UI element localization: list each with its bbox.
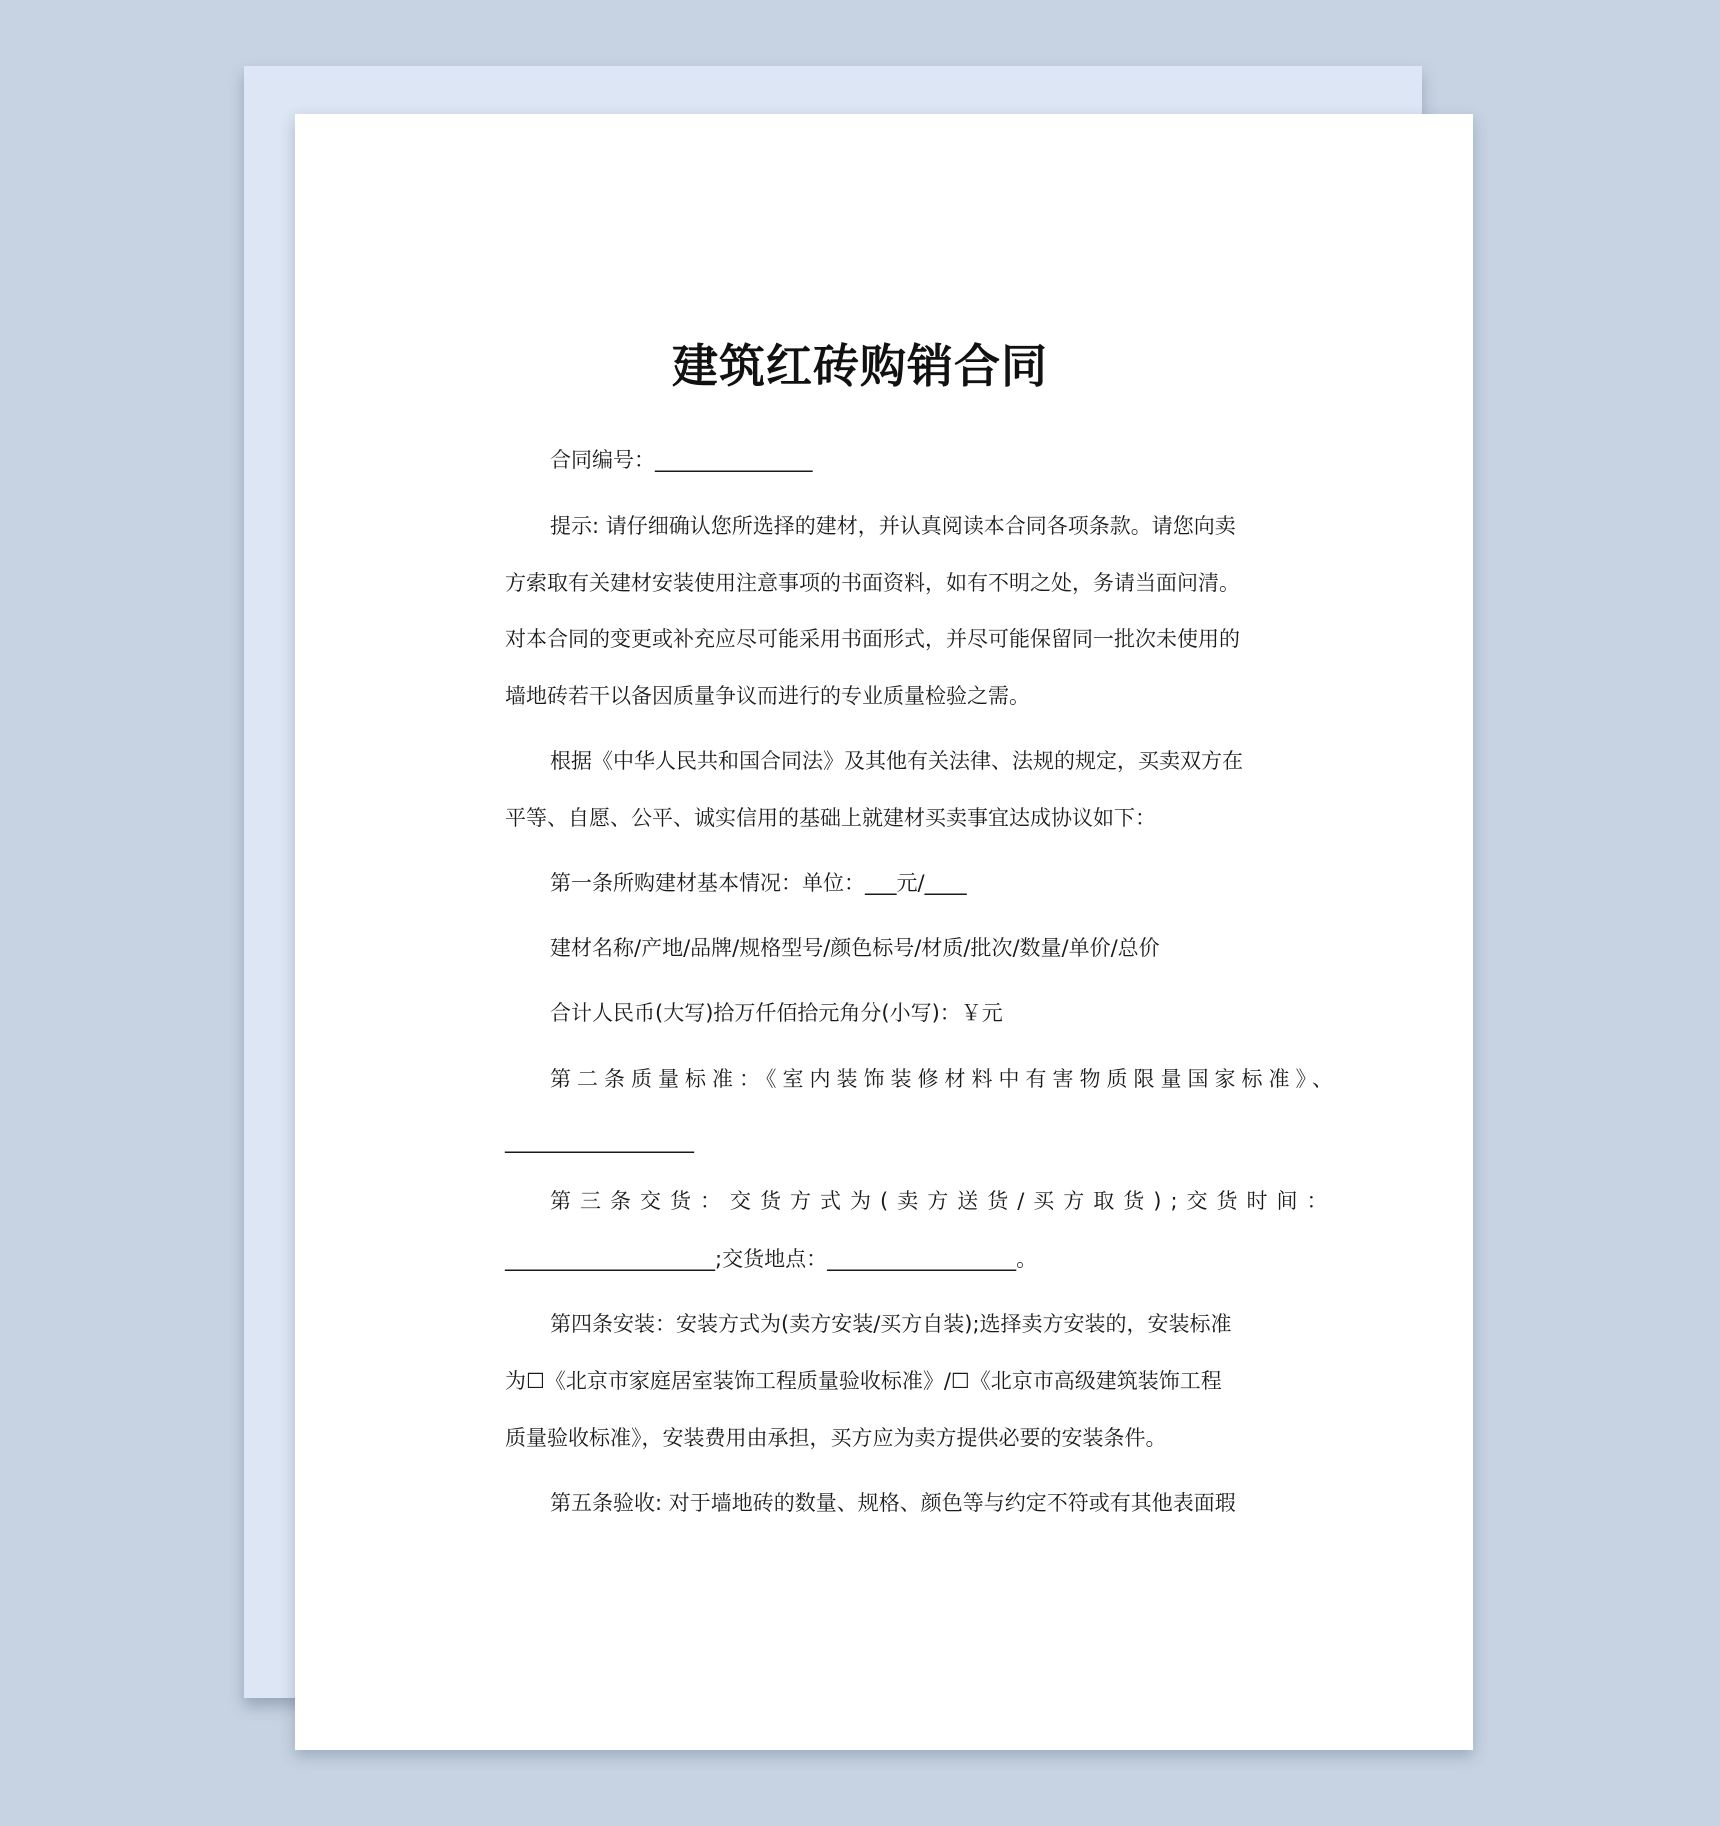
article-5-line-1: 第五条验收: 对于墙地砖的数量、规格、颜色等与约定不符或有其他表面瑕	[550, 1491, 1236, 1515]
total-amount-line: 合计人民币(大写)拾万仟佰拾元角分(小写)：￥元	[550, 1001, 1003, 1025]
notice-line-3: 对本合同的变更或补充应尽可能采用书面形式，并尽可能保留同一批次未使用的	[505, 627, 1240, 651]
contract-number-line: 合同编号：_______________	[550, 448, 813, 472]
material-columns-line: 建材名称/产地/品牌/规格型号/颜色标号/材质/批次/数量/单价/总价	[550, 936, 1160, 960]
article-4-line-3: 质量验收标准》，安装费用由承担，买方应为卖方提供必要的安装条件。	[505, 1426, 1167, 1450]
article-4-line-1: 第四条安装：安装方式为(卖方安装/买方自装);选择卖方安装的，安装标准	[550, 1312, 1232, 1336]
notice-line-2: 方索取有关建材安装使用注意事项的书面资料，如有不明之处，务请当面问清。	[505, 571, 1240, 595]
basis-line-2: 平等、自愿、公平、诚实信用的基础上就建材买卖事宜达成协议如下：	[505, 806, 1156, 830]
article-2-line-2: __________________	[505, 1129, 694, 1153]
article-2-line-1: 第二条质量标准：《室内装饰装修材料中有害物质限量国家标准》、	[550, 1067, 1339, 1091]
article-4-line-2: 为☐《北京市家庭居室装饰工程质量验收标准》/☐《北京市高级建筑装饰工程	[505, 1369, 1222, 1393]
notice-line-1: 提示: 请仔细确认您所选择的建材，并认真阅读本合同各项条款。请您向卖	[550, 514, 1236, 538]
article-3-line-2: ____________________;交货地点：__________________。	[505, 1247, 1038, 1271]
document-title: 建筑红砖购销合同	[672, 339, 1048, 393]
notice-line-4: 墙地砖若干以备因质量争议而进行的专业质量检验之需。	[505, 684, 1030, 708]
basis-line-1: 根据《中华人民共和国合同法》及其他有关法律、法规的规定，买卖双方在	[550, 749, 1243, 773]
article-1-line: 第一条所购建材基本情况：单位：___元/____	[550, 871, 967, 895]
article-3-line-1: 第三条交货：交货方式为(卖方送货/买方取货);交货时间：	[550, 1189, 1337, 1213]
